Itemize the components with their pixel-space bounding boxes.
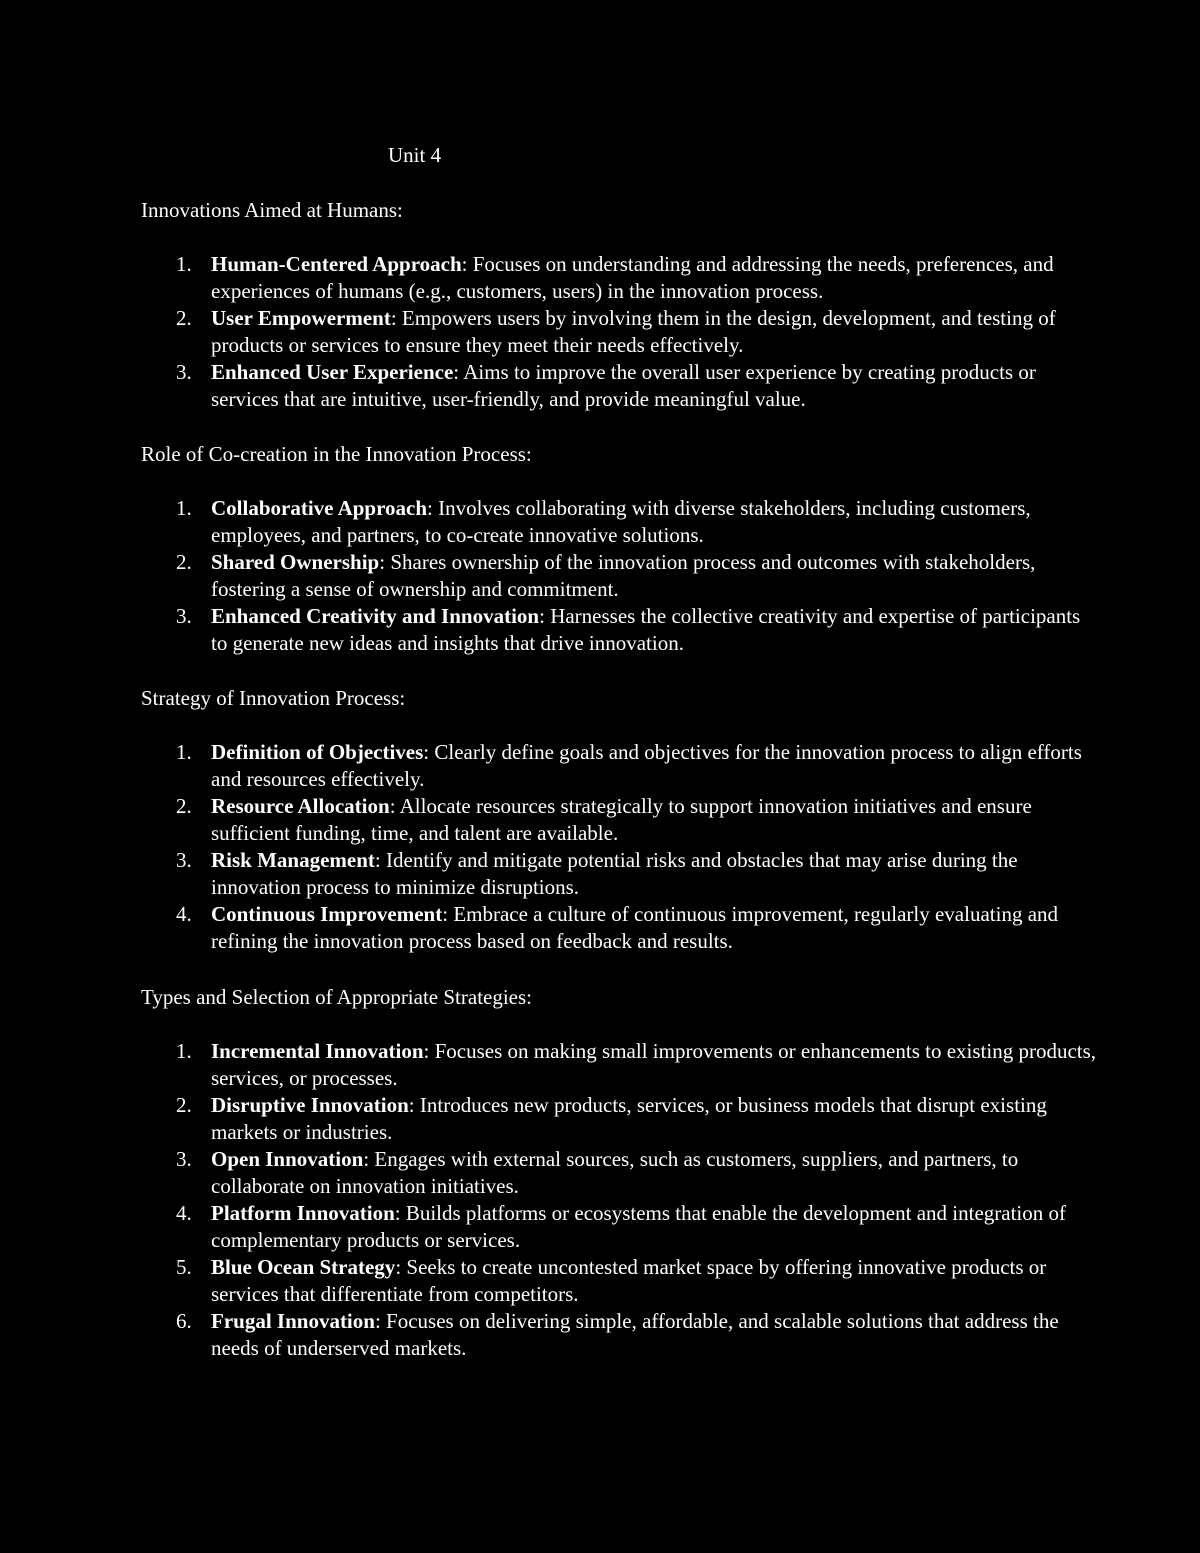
item-text: : Focuses on understanding and addressing the needs, preferences, and experiences of humans (e.g., customers, users) in the innovation process. xyxy=(211,252,1054,303)
item-text: : Allocate resources strategically to support innovation initiatives and ensure sufficient funding, time, and talent are available. xyxy=(211,794,1032,845)
item-term: Risk Management xyxy=(211,848,375,872)
item-term: Disruptive Innovation xyxy=(211,1093,409,1117)
list-number: 4. xyxy=(176,902,192,926)
item-term: Incremental Innovation xyxy=(211,1039,424,1063)
section-strategy-of-innovation-process xyxy=(141,685,1101,955)
list-number: 2. xyxy=(176,550,192,574)
unit-title: Unit 4 xyxy=(388,143,442,167)
list-item xyxy=(141,549,1101,603)
section-heading: Innovations Aimed at Humans: xyxy=(141,198,403,222)
list-number: 3. xyxy=(176,604,192,628)
list-item xyxy=(141,1200,1101,1254)
item-text: : Focuses on making small improvements or enhancements to existing products, services, or processes. xyxy=(211,1039,1097,1090)
list-item xyxy=(141,739,1101,793)
section-heading: Strategy of Innovation Process: xyxy=(141,686,406,710)
list-item xyxy=(141,1038,1101,1092)
list-number: 2. xyxy=(176,794,192,818)
item-term: Resource Allocation xyxy=(211,794,390,818)
list-number: 6. xyxy=(176,1309,192,1333)
item-text: : Builds platforms or ecosystems that enable the development and integration of complementary products or services. xyxy=(211,1201,1067,1252)
list-number: 3. xyxy=(176,360,192,384)
item-term: Definition of Objectives xyxy=(211,740,424,764)
list-number: 2. xyxy=(176,306,192,330)
section-innovations-aimed-at-humans xyxy=(141,197,1101,413)
list-item xyxy=(141,1146,1101,1200)
list-item xyxy=(141,901,1101,955)
list-item xyxy=(141,603,1101,657)
item-text: : Harnesses the collective creativity and expertise of participants to generate new ideas and insights that drive innovation. xyxy=(211,604,1081,655)
list-item xyxy=(141,1308,1101,1362)
list-number: 1. xyxy=(176,1039,192,1063)
list-item xyxy=(141,847,1101,901)
list-item xyxy=(141,793,1101,847)
item-text: : Aims to improve the overall user experience by creating products or services that are intuitive, user-friendly, and provide meaningful value. xyxy=(211,360,1036,411)
item-term: Platform Innovation xyxy=(211,1201,395,1225)
item-term: Collaborative Approach xyxy=(211,496,428,520)
list-item xyxy=(141,495,1101,549)
list-item xyxy=(141,1254,1101,1308)
section-heading: Types and Selection of Appropriate Strategies: xyxy=(141,985,533,1009)
numbered-list xyxy=(141,495,1101,657)
item-term: Enhanced Creativity and Innovation xyxy=(211,604,540,628)
numbered-list xyxy=(141,1038,1101,1362)
item-text: : Shares ownership of the innovation process and outcomes with stakeholders, fostering a sense of ownership and commitment. xyxy=(211,550,1036,601)
numbered-list xyxy=(141,739,1101,955)
section-heading: Role of Co-creation in the Innovation Process: xyxy=(141,442,532,466)
list-number: 4. xyxy=(176,1201,192,1225)
section-types-and-selection-of-strategies xyxy=(141,984,1101,1362)
list-item xyxy=(141,251,1101,305)
item-text: : Identify and mitigate potential risks and obstacles that may arise during the innovation process to minimize disruptions. xyxy=(211,848,1018,899)
item-text: : Focuses on delivering simple, affordable, and scalable solutions that address the needs of underserved markets. xyxy=(211,1309,1059,1360)
list-number: 1. xyxy=(176,740,192,764)
item-term: Frugal Innovation xyxy=(211,1309,375,1333)
item-text: : Clearly define goals and objectives for the innovation process to align efforts and resources effectively. xyxy=(211,740,1082,791)
item-term: Open Innovation xyxy=(211,1147,364,1171)
item-text: : Embrace a culture of continuous improvement, regularly evaluating and refining the innovation process based on feedback and results. xyxy=(211,902,1059,953)
list-number: 3. xyxy=(176,1147,192,1171)
item-term: Shared Ownership xyxy=(211,550,380,574)
numbered-list xyxy=(141,251,1101,413)
item-term: Blue Ocean Strategy xyxy=(211,1255,396,1279)
section-role-of-co-creation xyxy=(141,441,1101,657)
list-item xyxy=(141,359,1101,413)
item-term: Human-Centered Approach xyxy=(211,252,462,276)
list-number: 1. xyxy=(176,252,192,276)
item-term: Continuous Improvement xyxy=(211,902,443,926)
list-number: 3. xyxy=(176,848,192,872)
list-number: 2. xyxy=(176,1093,192,1117)
item-term: User Empowerment xyxy=(211,306,391,330)
list-item xyxy=(141,305,1101,359)
item-text: : Seeks to create uncontested market space by offering innovative products or services that differentiate from competitors. xyxy=(211,1255,1047,1306)
item-text: : Introduces new products, services, or business models that disrupt existing markets or industries. xyxy=(211,1093,1047,1144)
item-text: : Engages with external sources, such as customers, suppliers, and partners, to collaborate on innovation initiatives. xyxy=(211,1147,1019,1198)
list-number: 1. xyxy=(176,496,192,520)
item-text: : Empowers users by involving them in the design, development, and testing of products or services to ensure they meet their needs effectively. xyxy=(211,306,1056,357)
list-item xyxy=(141,1092,1101,1146)
list-number: 5. xyxy=(176,1255,192,1279)
item-text: : Involves collaborating with diverse stakeholders, including customers, employees, and partners, to co-create innovative solutions. xyxy=(211,496,1031,547)
item-term: Enhanced User Experience xyxy=(211,360,454,384)
